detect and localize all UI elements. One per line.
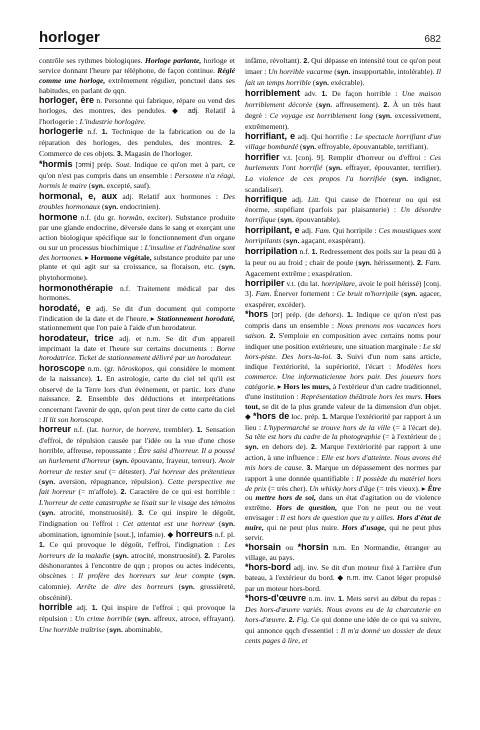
entry-text: ( <box>332 66 337 76</box>
dictionary-entry <box>245 132 441 153</box>
dictionary-entry <box>39 213 235 283</box>
synonym-label: syn. <box>221 573 235 581</box>
example: Fam. <box>255 289 272 299</box>
entry-text: ( <box>322 162 329 172</box>
entry-text: indigner, scandaliser). <box>245 173 441 194</box>
locution: Hors d'usage, <box>341 522 387 532</box>
headword: horoscope <box>39 362 86 373</box>
dictionary-entry <box>39 160 235 192</box>
entry-text: Agacement extrême ; exaspération. <box>245 268 353 278</box>
example: Litt. <box>307 194 321 204</box>
entry-text: ( <box>100 201 105 211</box>
dictionary-entry <box>245 279 441 310</box>
headword: horodaté, e <box>39 302 91 313</box>
entry-text: ( <box>312 99 319 109</box>
entry-text: ( <box>275 214 281 224</box>
entry-text: hérissement). <box>371 258 418 268</box>
entry-text: épouvante, frayeur, terreur). <box>128 455 219 465</box>
example: Cet attentat est une horreur <box>122 518 215 528</box>
entry-text: adj. Qui horrifie : <box>295 131 356 141</box>
entry-text: ( <box>131 614 138 624</box>
synonym-label: syn. <box>115 457 129 465</box>
synonym-label: syn. <box>318 101 333 109</box>
grammar-label: ɔr <box>274 312 280 320</box>
headword: *horsain <box>245 542 282 553</box>
entry-text: exécrable). <box>329 77 365 87</box>
example: Il profère des horreurs sur leur compte <box>78 571 214 581</box>
dictionary-entry <box>39 334 235 364</box>
headword: hormonothérapie <box>39 282 114 293</box>
bold-phrase: Hormone végétale, <box>90 252 152 262</box>
entry-text: qui ne peut plus servir. <box>245 522 441 542</box>
entry-text: (= détester). <box>106 466 149 476</box>
entry-text: dans un état d'agitation ou de violence extrême. <box>245 493 441 513</box>
entry-text: ). <box>339 310 348 320</box>
example: Représentation théâtrale hors les murs. <box>300 392 423 401</box>
sense-number: 3. <box>336 353 343 361</box>
headword: horreurs <box>175 528 213 539</box>
sense-number: 2. <box>120 489 127 497</box>
entry-text: [ <box>72 159 79 169</box>
entry-text: adj. inv. Se dit d'un moteur fixé à l'arrière d'un bateau, à l'extérieur du bord. ◆ <box>245 563 441 583</box>
grammar-label: adj. <box>187 107 200 115</box>
example: Un crime horrible <box>74 614 132 624</box>
entry-text: (= très vieux). ▸ <box>374 483 428 493</box>
example: Être saisi d'horreur. Il a poussé un hurlement d'horreur <box>39 446 235 465</box>
entry-text: substance produite par une plante et qui agit sur sa croissance, sa floraison, etc. ( <box>39 252 235 272</box>
dictionary-entry <box>245 56 441 89</box>
entry-text: ( <box>110 455 116 465</box>
headword: horripilation <box>245 246 298 257</box>
synonym-label: syn. <box>91 182 105 190</box>
example: Fam. <box>425 258 441 268</box>
entry-text: ( <box>104 624 110 634</box>
entry-text: Marque l'extériorité par rapport à une action, à une influence : <box>245 442 441 463</box>
entry-text: adv. <box>300 89 322 99</box>
dictionary-entry <box>245 195 441 226</box>
entry-text: stationnement que l'on paie à l'aide d'un horodateur. <box>39 323 197 333</box>
example: Borne horodatrice. Ticket de stationnement délivré par un horodateur. <box>39 343 235 363</box>
synonym-label: syn. <box>378 112 392 120</box>
entry-text: excessivement, extrêmement). <box>245 110 441 131</box>
synonym-label: syn. <box>137 616 151 624</box>
example: Un whisky hors d'âge <box>309 483 375 493</box>
entry-text: ( <box>372 110 379 120</box>
entry-text: À un très haut degré : <box>245 99 441 120</box>
entry-text: (= à l'extérieur de ; <box>380 432 441 442</box>
entry-text: atrocité, monstruosité). <box>55 508 139 518</box>
example: La violence de ces propos l'a horrifiée <box>245 173 386 183</box>
bold-phrase: Hors tout, <box>245 392 441 411</box>
synonym-label: syn. <box>109 626 123 634</box>
entry-text: agacer, exaspérer, excéder). <box>245 289 441 309</box>
headword: horripilant, e <box>245 225 300 235</box>
entry-text: n.f. (du gr. <box>77 213 119 223</box>
entry-text: Magasin de l'horloger. <box>122 148 193 158</box>
example: horripilare <box>321 279 355 289</box>
example: Fam. <box>314 226 331 235</box>
example: Le spectacle horrifiant d'un village bombardé <box>245 131 441 151</box>
entry-text: Canot léger propulsé par un moteur hors-bord. <box>245 573 441 594</box>
entry-text: Suivi d'un nom sans article, indique l'extériorité, la supériorité, l'écart : <box>245 351 441 372</box>
entry-text: adj. Se dit d'un document qui comporte l'indication de la date et de l'heure. ▸ <box>39 303 235 323</box>
entry-text: affreusement). <box>332 99 384 109</box>
entry-text: Qui dépasse en intensité tout ce qu'on peut imaer : <box>245 56 441 76</box>
example: Sa tête est hors du cadre de la photographie <box>245 432 381 442</box>
entry-text: Technique de la fabrication ou de la réparation des horloges, des pendules, des montres. <box>39 126 235 147</box>
entry-text: adj. et n.m. Se dit d'un appareil imprimant la date et l'heure sur certains documents : <box>39 333 235 353</box>
entry-text: extrêmement régulier, ponctuel dans ses habitudes, en parlant de qqn. <box>39 75 235 95</box>
entry-text: Marque l'extériorité par rapport à un lieu : <box>245 411 441 432</box>
entry-text: , de <box>121 425 137 435</box>
entry-text: en dehors de). <box>258 442 311 452</box>
headword: horripiler <box>245 278 285 289</box>
headword: horreur <box>39 424 72 435</box>
sense-number: 1. <box>347 312 353 320</box>
entry-text: contrôle ses rythmes biologiques. <box>39 56 145 65</box>
example: Cette perspective me fait horreur <box>39 476 235 497</box>
example: Des troubles hormonaux <box>39 191 235 211</box>
entry-text: v.t. [conj. 9]. Remplir d'horreur ou d'effroi : <box>279 153 430 163</box>
example: Le ski hors-piste. Des hors-la-loi. <box>245 341 441 361</box>
entry-text: effrayer, épouvanter, terrifier). <box>342 162 441 172</box>
entry-text: v.t. (du lat. <box>284 279 322 289</box>
entry-text: ( <box>110 550 116 560</box>
example: J'ai horreur des prétentieux <box>148 466 235 476</box>
example: L'industrie horlogère. <box>79 116 146 126</box>
entry-text: , exciter). Substance produite par une glande endocrine, déversée dans le sang et exerçant une action biologique spécifique sur le fonctionnement d'un organe ou sur un processus biochimique : <box>39 213 235 252</box>
entry-text: horloge et service donnant l'heure par téléphone, de façon continue. <box>39 56 235 75</box>
dictionary-entry <box>245 153 441 194</box>
entry-text: qui ne peut plus nuire. <box>263 522 342 532</box>
synonym-label: syn. <box>285 237 300 245</box>
entry-text: atrocité, monstruosité). <box>128 550 205 560</box>
entry-text: (= m'affole). <box>75 487 121 497</box>
entry-text: , avoir le poil hérissé) [conj. 3]. <box>245 279 441 299</box>
headword: horrifier <box>245 152 280 163</box>
headword: horrifique <box>245 193 287 204</box>
sense-number: 2. <box>417 260 423 268</box>
entry-text: adj. <box>287 194 308 204</box>
headword: hormone <box>39 212 78 223</box>
dictionary-entry <box>39 364 235 425</box>
grammar-label: n.m. inv. <box>346 575 374 583</box>
entry-text: Marque un dépassement des normes par rapport à une donnée quantifiable : <box>245 462 441 483</box>
entry-text: ▸ <box>82 252 91 262</box>
example: dehors <box>318 310 340 320</box>
sense-number: 2. <box>303 58 310 65</box>
entry-text: insupportable, intolérable). <box>350 66 437 76</box>
example: Un désordre horrifique <box>245 204 441 224</box>
entry-text: abomination, ignominie [sout.], infamie). ◆ <box>39 529 176 539</box>
dictionary-entry <box>39 56 235 95</box>
dictionary-columns <box>39 56 441 720</box>
example: hôroskopos <box>117 363 153 373</box>
synonym-label: syn. <box>41 510 56 518</box>
entry-text: Caractère de ce qui est horrible : <box>126 487 235 497</box>
entry-text: endocrinien). <box>118 201 161 211</box>
entry-text: calomnie). <box>39 582 77 592</box>
entry-text: En astrologie, carte du ciel tel qu'il est observé de la Terre lors d'un événement, et partic. lors d'une naissance. <box>39 373 235 404</box>
sense-number: 2. <box>204 552 211 560</box>
entry-text: n.f. (lat. <box>71 425 102 435</box>
sense-number: 1. <box>311 249 318 257</box>
entry-text: agaçant, exaspérant). <box>299 235 366 245</box>
headword: *hors <box>245 309 269 320</box>
entry-text: adj. <box>72 603 92 613</box>
entry-text: Énerver fortement : <box>271 289 337 299</box>
dictionary-entry <box>39 425 235 602</box>
entry-text: Indique ce qu'on n'est pas compris dans un ensemble : <box>245 310 441 331</box>
locution: Stationnement horodaté, <box>157 313 235 323</box>
sense-number: 1. <box>338 596 345 604</box>
page-header <box>39 26 441 49</box>
headword: horodateur, trice <box>39 332 114 343</box>
headword: *hors-bord <box>245 562 291 573</box>
entry-text: Indique ce qu'on met à part, ce qu'on n'est pas compris dans un ensemble : <box>39 159 235 180</box>
headword: horloger, ère <box>39 94 95 105</box>
entry-text: , trembler). <box>159 425 197 435</box>
dictionary-entry <box>39 284 235 304</box>
entry-text: De façon horrible : <box>327 89 402 99</box>
locution: Réglé comme une horloge, <box>39 65 235 85</box>
entry-text: Ensemble des déductions et interprétations concernant l'avenir de qqn, qu'on peut tirer de cette carte du ciel : <box>39 394 235 425</box>
entry-text: Commerce de ces objets. <box>39 148 117 158</box>
synonym-label: syn. <box>358 260 372 268</box>
right-column <box>245 56 441 720</box>
dictionary-entry <box>39 127 235 160</box>
sense-number: 2. <box>288 617 295 625</box>
entry-text: effroyable, épouvantable, terrifiant). <box>316 141 429 151</box>
page-number: 682 <box>424 34 441 45</box>
entry-text: Ce qui inspire le dégoût, l'indignation ou l'effroi : <box>39 508 235 528</box>
entry-text: Ce qui donne une idée de ce qui va suivre, qui annonce qqch d'essentiel : <box>245 615 441 635</box>
dictionary-entry <box>39 192 235 213</box>
sense-number: 3. <box>138 510 144 518</box>
synonym-label: syn. <box>41 478 56 486</box>
entry-text: phytohormone). <box>39 273 88 283</box>
synonym-label: syn. <box>394 175 409 183</box>
dictionary-entry <box>39 304 235 334</box>
entry-text: Paroles déshonorantes à l'encontre de qqn ; propos ou actes indécents, obscènes : <box>39 550 235 581</box>
entry-text: ( <box>385 173 395 183</box>
example: Un horrible vacarme <box>268 66 333 76</box>
entry-text: infâme, révoltant). <box>245 56 304 65</box>
synonym-label: syn. <box>245 444 259 452</box>
entry-text: n.f. <box>297 247 312 257</box>
entry-text: Mets servi au début du repas : <box>344 594 441 604</box>
synonym-label: syn. <box>302 143 317 151</box>
sense-number: 1. <box>321 413 328 421</box>
entry-text: ( <box>86 180 92 190</box>
example: L'insuline et l'adrénaline sont des hormones. <box>39 242 235 262</box>
entry-text: loc. prép. <box>289 411 322 421</box>
entry-text: à l'extérieur d'un cadre traditionnel, d'une institution : <box>245 382 441 401</box>
entry-text: ( <box>311 77 316 87</box>
synonym-label: syn. <box>328 164 343 172</box>
sense-number: 2. <box>383 101 390 109</box>
entry-text: épouvantable). <box>293 214 341 224</box>
entry-text: S'emploie en composition avec certains noms pour indiquer une position extérieure, une situation marginale : <box>245 330 441 351</box>
synonym-label: syn. <box>115 552 129 560</box>
entry-text: n. Personne qui fabrique, répare ou vend des horloges, des montres, des pendules. ◆ <box>39 95 235 115</box>
entry-text: Ce qui provoque le dégoût, l'effroi, l'indignation : <box>44 539 225 549</box>
headword: hormonal, e, aux <box>39 190 118 201</box>
entry-text: Redressement des poils sur la peau dû à la peur ou au froid ; chair de poule ( <box>245 247 441 268</box>
entry-text: Relatif à l'horlogerie : <box>39 105 235 126</box>
example: Personne n'a réagi, hormis le maire <box>39 170 235 190</box>
entry-text: Qui cause de l'horreur ou qui est énorme, stupéfiant (parfois par plaisanterie) : <box>245 194 441 214</box>
left-column <box>39 56 235 720</box>
entry-text: affreux, atroce, effrayant). <box>150 614 235 624</box>
example: Il fait un temps horrible <box>245 66 441 87</box>
entry-text: ( <box>173 582 182 592</box>
entry-text: n.f. Traitement médical par des hormones. <box>39 283 235 303</box>
entry-text: (= à l'écart de). <box>390 422 441 432</box>
example: Il lit son horoscope. <box>43 415 104 425</box>
example: Une horrible traîtrise <box>39 624 105 634</box>
example: Les horreurs de la maladie <box>39 539 235 560</box>
entry-text: Qui horripile : <box>330 226 379 235</box>
entry-text: adj. <box>299 226 315 235</box>
entry-text: se dit de la plus grande valeur de la dimension d'un objet. ◆ <box>245 401 441 421</box>
dictionary-entry <box>245 226 441 247</box>
dictionary-entry <box>245 310 441 542</box>
entry-text: que l'on ne peut ou ne veut envisager : <box>245 503 441 523</box>
example: Ces moustiques sont horripilants <box>245 226 441 245</box>
sense-number: 3. <box>116 150 123 158</box>
example: L'horreur de cette catastrophe se lisait sur le visage des témoins <box>39 498 235 508</box>
entry-text: ( <box>398 289 404 299</box>
entry-text: (= très cher). <box>266 483 310 493</box>
sense-number: 2. <box>229 139 235 147</box>
entry-text: aversion, répugnance, répulsion). <box>55 476 168 486</box>
sense-number: 2. <box>310 444 317 452</box>
example: Sout. <box>115 159 132 169</box>
sense-number: 1. <box>96 375 103 383</box>
locution: mettre hors de soi, <box>255 493 316 503</box>
entry-text: ▸ <box>275 382 284 392</box>
example: Il m'a donné un dossier de deux cents pages à lire, et <box>245 625 441 645</box>
synonym-label: syn. <box>221 264 235 272</box>
example: horror <box>101 425 122 435</box>
sense-number: 3. <box>306 464 313 472</box>
example: Modèles hors commerce. Une informaticienne hors pair. Des joueurs hors catégorie. <box>245 362 441 392</box>
synonym-label: syn. <box>104 203 119 211</box>
example: horrere <box>136 425 160 435</box>
entry-text: grossièreté, obscénité). <box>39 582 235 602</box>
headword: horlogerie <box>39 125 84 136</box>
example: Arrête de dire des horreurs <box>76 582 174 592</box>
entry-text: [ <box>268 310 275 320</box>
entry-text: ou <box>245 493 256 503</box>
sense-number: 1. <box>39 541 45 549</box>
entry-text: ou <box>281 543 298 553</box>
dictionary-entry <box>245 89 441 131</box>
synonym-label: syn. <box>403 291 418 299</box>
dictionary-entry <box>245 594 441 645</box>
entry-text: n.m. (gr. <box>85 363 118 373</box>
entry-text: ( <box>39 508 42 518</box>
entry-text: n.m. inv. <box>306 594 339 604</box>
example: L'hypermarché se trouve hors de la ville <box>263 422 391 432</box>
sense-number: 1. <box>101 128 108 136</box>
synonym-label: syn. <box>280 216 294 224</box>
entry-text: n.f. pl. <box>212 529 235 539</box>
sense-number: 2. <box>76 396 82 404</box>
example: Fig. <box>296 615 310 625</box>
example: Des hors-d'œuvre variés. Nous avons eu de la charcuterie en hors-d'œuvre. <box>245 605 441 625</box>
entry-text: ( <box>281 235 286 245</box>
entry-text: ] prép. <box>91 159 116 169</box>
synonym-label: syn. <box>221 520 235 528</box>
entry-text: excepté, sauf). <box>104 180 151 190</box>
example: Ce voyage est horriblement long <box>269 110 373 120</box>
example: Ce bruit m'horripile <box>336 289 399 299</box>
sense-number: 2. <box>269 332 276 340</box>
entry-text: n.m. En Normandie, étranger au village, au pays. <box>245 543 441 562</box>
synonym-label: syn. <box>315 79 330 87</box>
entry-text: ] prép. (de <box>279 310 319 320</box>
dictionary-entry <box>39 96 235 127</box>
locution: Hors d'état de nuire, <box>245 513 441 532</box>
example: Il est hors de question que tu y ailles. <box>280 513 395 523</box>
headword: horriblement <box>245 88 301 99</box>
dictionary-entry <box>245 563 441 594</box>
headword: *hormis <box>39 158 73 169</box>
headword: *hors-d'œuvre <box>245 593 307 604</box>
headword: *horsin <box>297 542 329 553</box>
headword: horrifiant, e <box>245 130 296 141</box>
entry-text: Qui inspire de l'effroi ; qui provoque la répulsion : <box>39 603 235 624</box>
sense-number: 1. <box>196 427 203 435</box>
sense-number: 1. <box>321 91 328 99</box>
example: Il possède du matériel hors de prix <box>245 473 441 493</box>
entry-text: ( <box>39 476 42 486</box>
entry-text: abominable, <box>122 624 163 634</box>
bold-phrase: Hors les murs, <box>283 382 331 392</box>
dictionary-entry <box>245 543 441 563</box>
example: Ces hurlements l'ont horrifié <box>245 153 441 172</box>
grammar-label: ɔrmi <box>78 161 92 169</box>
entry-text: , qui considère le moment de la naissance). <box>39 363 235 383</box>
locution: Hors de question, <box>276 503 338 513</box>
dictionary-entry <box>245 247 441 279</box>
synonym-label: syn. <box>181 584 195 592</box>
entry-text: Sensation d'effroi, de répulsion causée par l'idée ou la vue d'une chose horrible, affreuse, repoussante : <box>39 425 235 456</box>
locution: Être <box>427 483 441 493</box>
dictionary-entry <box>39 603 235 636</box>
entry-text: adj. Relatif aux hormones : <box>117 191 224 201</box>
example: hormân <box>118 213 143 223</box>
running-head: horloger <box>39 29 100 46</box>
entry-text: n.f. <box>83 126 102 136</box>
example: Nous prenons nos vacances hors saison. <box>245 321 441 340</box>
entry-text: ( <box>214 571 222 581</box>
entry-text: ( <box>214 518 222 528</box>
locution: Horloge parlante, <box>144 56 202 65</box>
headword: *hors de <box>253 410 290 421</box>
example: Une maison horriblement décorée <box>245 89 441 109</box>
example: Elle est hors d'atteinte. Nous avons été mis hors de cause. <box>245 453 441 472</box>
entry-text: ( <box>298 141 303 151</box>
example: Avoir horreur de rester seul <box>39 455 235 476</box>
headword: horrible <box>39 602 73 613</box>
sense-number: 1. <box>91 605 98 613</box>
synonym-label: syn. <box>336 68 351 76</box>
